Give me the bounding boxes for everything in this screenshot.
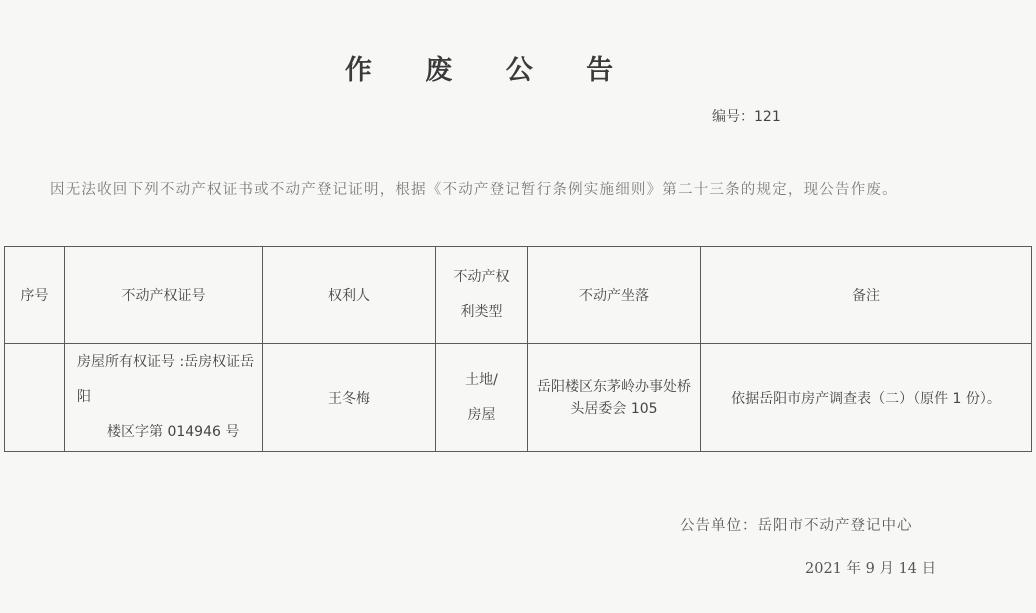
location-line2: 头居委会 105	[570, 400, 658, 417]
cell-seq	[5, 344, 65, 452]
header-location: 不动产坐落	[528, 247, 701, 344]
void-certificates-table	[4, 246, 1032, 452]
cell-location	[528, 344, 701, 452]
header-remarks: 备注	[701, 247, 1032, 344]
page-title: 作 废 公 告	[344, 55, 636, 86]
table-row	[5, 344, 1032, 452]
cell-owner: 王冬梅	[263, 344, 436, 452]
header-right-type	[436, 247, 528, 344]
issue-date: 2021 年 9 月 14 日	[805, 561, 937, 577]
intro-paragraph: 因无法收回下列不动产权证书或不动产登记证明，根据《不动产登记暂行条例实施细则》第二十三条的规定，现公告作废。	[50, 182, 898, 198]
location-line1: 岳阳楼区东茅岭办事处桥	[537, 378, 691, 395]
header-right-type-line2: 利类型	[460, 304, 503, 320]
cert-no-line1: 房屋所有权证号 :岳房权证岳阳	[77, 354, 255, 405]
cell-cert-no	[65, 344, 263, 452]
header-owner: 权利人	[263, 247, 436, 344]
cell-remarks: 依据岳阳市房产调查表（二）（原件 1 份）。	[701, 344, 1032, 452]
right-type-line1: 土地/	[465, 371, 498, 388]
cert-no-line2: 楼区字第 014946 号	[107, 424, 240, 440]
header-seq: 序号	[5, 247, 65, 344]
document-number: 编号：121	[712, 109, 781, 125]
right-type-line2: 房屋	[467, 406, 496, 423]
table-header-row	[5, 247, 1032, 344]
header-cert-no: 不动产权证号	[65, 247, 263, 344]
issuer-signature: 公告单位：岳阳市不动产登记中心	[680, 518, 913, 534]
cell-right-type	[436, 344, 528, 452]
header-right-type-line1: 不动产权	[453, 269, 510, 285]
